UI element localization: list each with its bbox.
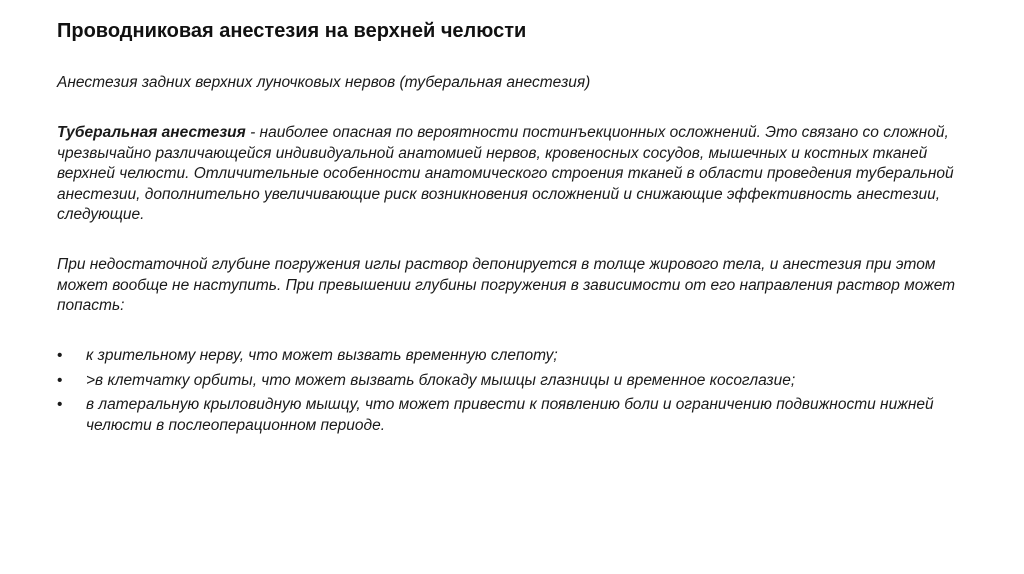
slide-title: Проводниковая анестезия на верхней челюсти bbox=[57, 20, 527, 42]
list-item bbox=[57, 346, 972, 367]
slide-subtitle: Анестезия задних верхних луночковых нервов (туберальная анестезия) bbox=[57, 74, 591, 91]
bullet-icon: • bbox=[57, 371, 63, 389]
list-item-text: >в клетчатку орбиты, что может вызвать блокаду мышцы глазницы и временное косоглазие; bbox=[86, 371, 796, 389]
list-item-text: в латеральную крыловидную мышцу, что может привести к появлению боли и ограничению подвижности нижней челюсти в послеоперационном периоде. bbox=[86, 396, 934, 434]
complications-list bbox=[57, 346, 972, 440]
term-tuberal-anesthesia: Туберальная анестезия bbox=[57, 124, 246, 141]
list-item-text: к зрительному нерву, что может вызвать временную слепоту; bbox=[86, 347, 558, 364]
slide bbox=[57, 0, 977, 574]
paragraph-injection-depth: При недостаточной глубине погружения иглы раствор депонируется в толще жирового тела, и анестезия при этом может вообще не наступить. При превышении глубины погружения в зависимости от его направления раствор может попасть: bbox=[57, 256, 956, 314]
bullet-icon: • bbox=[57, 396, 63, 413]
paragraph-tuberal-text: - наиболее опасная по вероятности постинъекционных осложнений. Это связано со сложной, чрезвычайно различающейся индивидуальной анатомией нервов, кровеносных сосудов, мышечных и костных тканей верхней челюсти. Отличительные особенности анатомического строения тканей в области проведения туберальной анестезии, дополнительно увеличивающие риск возникновения осложнений и снижающие эффективность анестезии, следующие. bbox=[57, 124, 954, 223]
paragraph-tuberal-description bbox=[57, 123, 972, 226]
bullet-icon: • bbox=[57, 347, 63, 364]
list-item bbox=[57, 395, 972, 436]
list-item bbox=[57, 371, 972, 392]
